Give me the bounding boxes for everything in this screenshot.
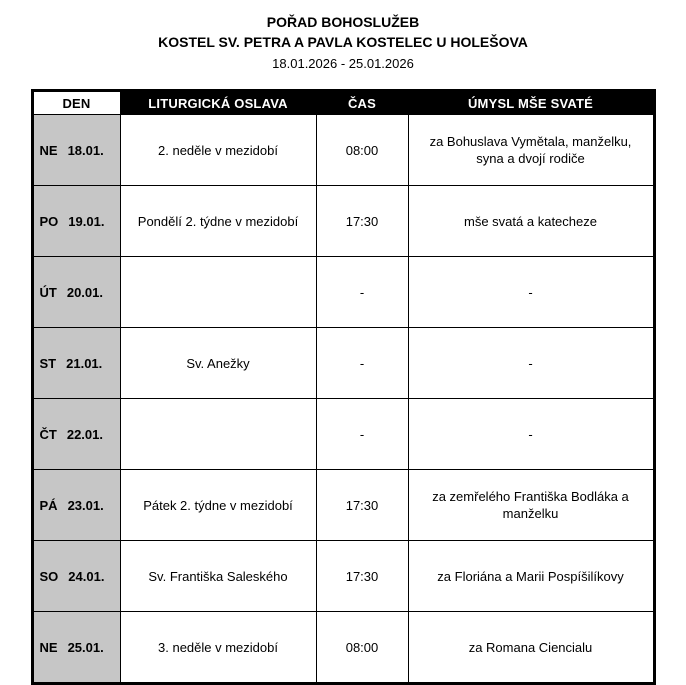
day-abbr: ST	[39, 355, 57, 371]
table-row	[32, 257, 654, 328]
time: -	[316, 328, 408, 399]
liturgical-celebration	[120, 399, 316, 470]
day-abbr: NE	[39, 142, 58, 158]
mass-intention: mše svatá a katecheze	[408, 186, 654, 257]
table-header-row	[32, 91, 654, 115]
day-abbr: ÚT	[39, 284, 57, 300]
day-abbr: PO	[39, 213, 59, 229]
day-cell	[32, 328, 120, 399]
time: 17:30	[316, 186, 408, 257]
mass-intention: za Bohuslava Vymětala, manželku, syna a dvojí rodiče	[408, 115, 654, 186]
schedule-table	[31, 89, 656, 685]
table-row	[32, 541, 654, 612]
day-date: 25.01.	[67, 639, 104, 655]
day-date: 18.01.	[67, 142, 104, 158]
column-header-umysl: ÚMYSL MŠE SVATÉ	[408, 91, 654, 115]
day-date: 20.01.	[66, 284, 103, 300]
liturgical-celebration: Sv. Anežky	[120, 328, 316, 399]
table-row	[32, 399, 654, 470]
liturgical-celebration	[120, 257, 316, 328]
document-header	[0, 12, 686, 73]
date-range: 18.01.2026 - 25.01.2026	[272, 55, 414, 71]
day-date: 19.01.	[68, 213, 105, 229]
page-title: POŘAD BOHOSLUŽEB	[266, 14, 420, 30]
day-date: 21.01.	[66, 355, 103, 371]
table-row	[32, 612, 654, 684]
mass-intention: -	[408, 328, 654, 399]
day-date: 22.01.	[66, 426, 103, 442]
liturgical-celebration: Sv. Františka Saleského	[120, 541, 316, 612]
time: 17:30	[316, 470, 408, 541]
day-abbr: NE	[39, 639, 58, 655]
day-cell	[32, 186, 120, 257]
column-header-oslava: LITURGICKÁ OSLAVA	[120, 91, 316, 115]
church-name: KOSTEL SV. PETRA A PAVLA KOSTELEC U HOLEŠOVA	[158, 34, 528, 51]
time: -	[316, 257, 408, 328]
liturgical-celebration: 3. neděle v mezidobí	[120, 612, 316, 684]
mass-intention: za Romana Ciencialu	[408, 612, 654, 684]
time: 08:00	[316, 612, 408, 684]
day-cell	[32, 541, 120, 612]
mass-intention: za zemřelého Františka Bodláka a manželku	[408, 470, 654, 541]
liturgical-celebration: Pátek 2. týdne v mezidobí	[120, 470, 316, 541]
mass-intention: za Floriána a Marii Pospíšilíkovy	[408, 541, 654, 612]
column-header-den: DEN	[32, 91, 120, 115]
day-cell	[32, 612, 120, 684]
day-date: 24.01.	[68, 568, 105, 584]
time: 08:00	[316, 115, 408, 186]
liturgical-celebration: Pondělí 2. týdne v mezidobí	[120, 186, 316, 257]
day-cell	[32, 399, 120, 470]
table-row	[32, 115, 654, 186]
day-cell	[32, 470, 120, 541]
day-abbr: ČT	[39, 426, 57, 442]
table-row	[32, 186, 654, 257]
day-date: 23.01.	[67, 497, 104, 513]
mass-intention: -	[408, 399, 654, 470]
day-cell	[32, 257, 120, 328]
day-abbr: SO	[39, 568, 59, 584]
time: -	[316, 399, 408, 470]
table-row	[32, 470, 654, 541]
time: 17:30	[316, 541, 408, 612]
day-abbr: PÁ	[39, 497, 58, 513]
column-header-cas: ČAS	[316, 91, 408, 115]
table-row	[32, 328, 654, 399]
liturgical-celebration: 2. neděle v mezidobí	[120, 115, 316, 186]
day-cell	[32, 115, 120, 186]
mass-intention: -	[408, 257, 654, 328]
